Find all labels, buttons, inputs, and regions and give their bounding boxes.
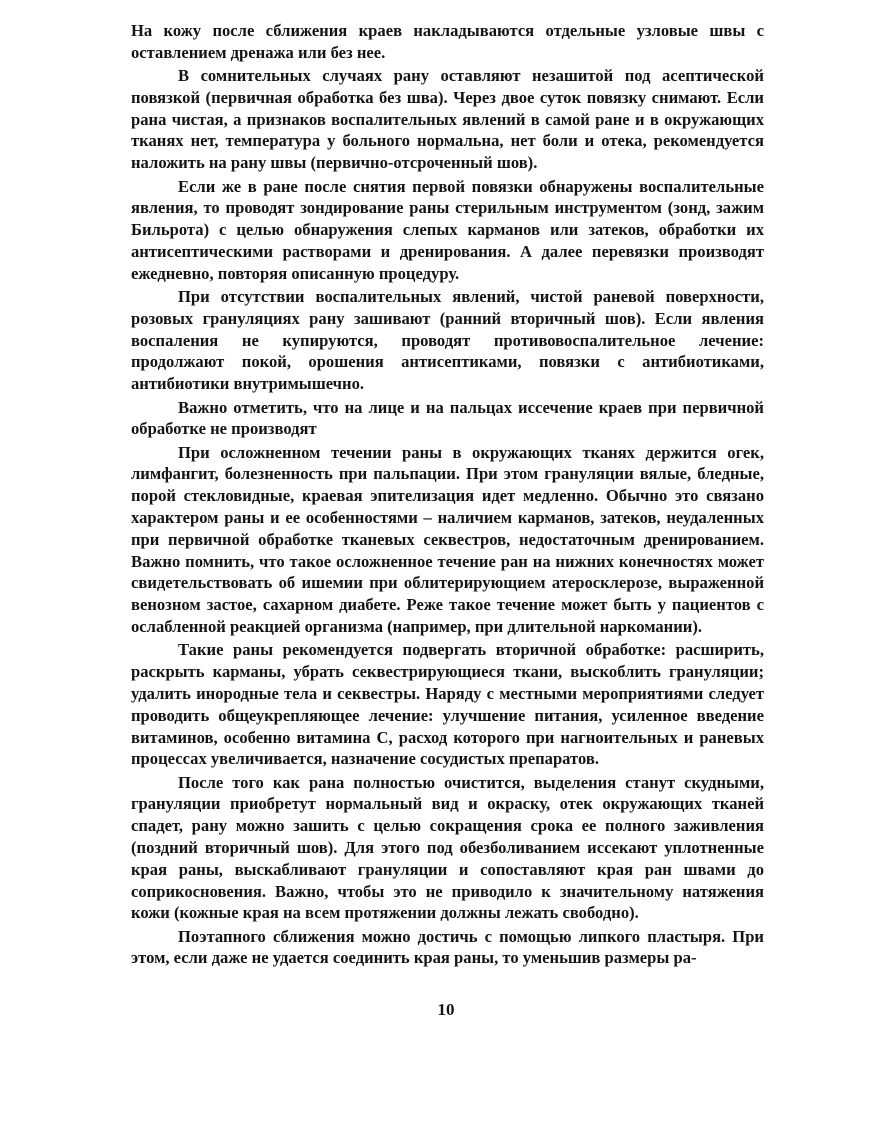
paragraph: При осложненном течении раны в окружающих тканях держится огек, лимфангит, болезненность при пальпации. При этом грануляции вялые, бледные, порой стекловидные, краевая эпителизация идет медленно. Обычно это связано характером раны и ее особенностями – наличием карманов, затеков, неудаленных при первичной обработке тканевых секвестров, недостаточным дренированием. Важно помнить, что такое осложненное течение ран на нижних конечностях может свидетельствовать об ишемии при облитерирующием атеросклерозе, выраженной венозном застое, сахарном диабете. Реже такое течение может быть у пациентов с ослабленной реакцией организма (например, при длительной наркомании). xyxy=(131,442,764,637)
paragraph: Важно отметить, что на лице и на пальцах иссечение краев при первичной обработке не производят xyxy=(131,397,764,439)
page-number: 10 xyxy=(437,1000,455,1019)
body-text xyxy=(131,20,764,971)
paragraph: Поэтапного сближения можно достичь с помощью липкого пластыря. При этом, если даже не удается соединить края раны, то уменьшив размеры ра- xyxy=(131,926,764,968)
paragraph: После того как рана полностью очистится, выделения станут скудными, грануляции приобретут нормальный вид и окраску, отек окружающих тканей спадет, рану можно зашить с целью сокращения срока ее полного заживления (поздний вторичный шов). Для этого под обезболиванием иссекают уплотненные края раны, выскабливают грануляции и сопоставляют края ран швами до соприкосновения. Важно, чтобы это не приводило к значительному натяжения кожи (кожные края на всем протяжении должны лежать свободно). xyxy=(131,772,764,923)
paragraph: Такие раны рекомендуется подвергать вторичной обработке: расширить, раскрыть карманы, убрать секвестрирующиеся ткани, выскоблить грануляции; удалить инородные тела и секвестры. Наряду с местными мероприятиями следует проводить общеукрепляющее лечение: улучшение питания, усиленное введение витаминов, особенно витамина С, расход которого при нагноительных и раневых процессах увеличивается, назначение сосудистых препаратов. xyxy=(131,640,764,769)
paragraph: В сомнительных случаях рану оставляют незашитой под асептической повязкой (первичная обработка без шва). Через двое суток повязку снимают. Если рана чистая, а признаков воспалительных явлений в самой ране и в окружающих тканях нет, температура у больного нормальна, нет боли и отека, рекомендуется наложить на рану швы (первично-отсроченный шов). xyxy=(131,66,764,173)
paragraph: При отсутствии воспалительных явлений, чистой раневой поверхности, розовых грануляциях рану зашивают (ранний вторичный шов). Если явления воспаления не купируются, проводят противовоспалительное лечение: продолжают покой, орошения антисептиками, повязки с антибиотиками, антибиотики внутримышечно. xyxy=(131,287,764,394)
paragraph: На кожу после сближения краев накладываются отдельные узловые швы с оставлением дренажа или без нее. xyxy=(131,21,764,62)
paragraph: Если же в ране после снятия первой повязки обнаружены воспалительные явления, то проводят зондирование раны стерильным инструментом (зонд, зажим Бильрота) с целью обнаружения слепых карманов или затеков, обработки их антисептическими растворами и дренирования. А далее перевязки производят ежедневно, повторяя описанную процедуру. xyxy=(131,176,764,283)
